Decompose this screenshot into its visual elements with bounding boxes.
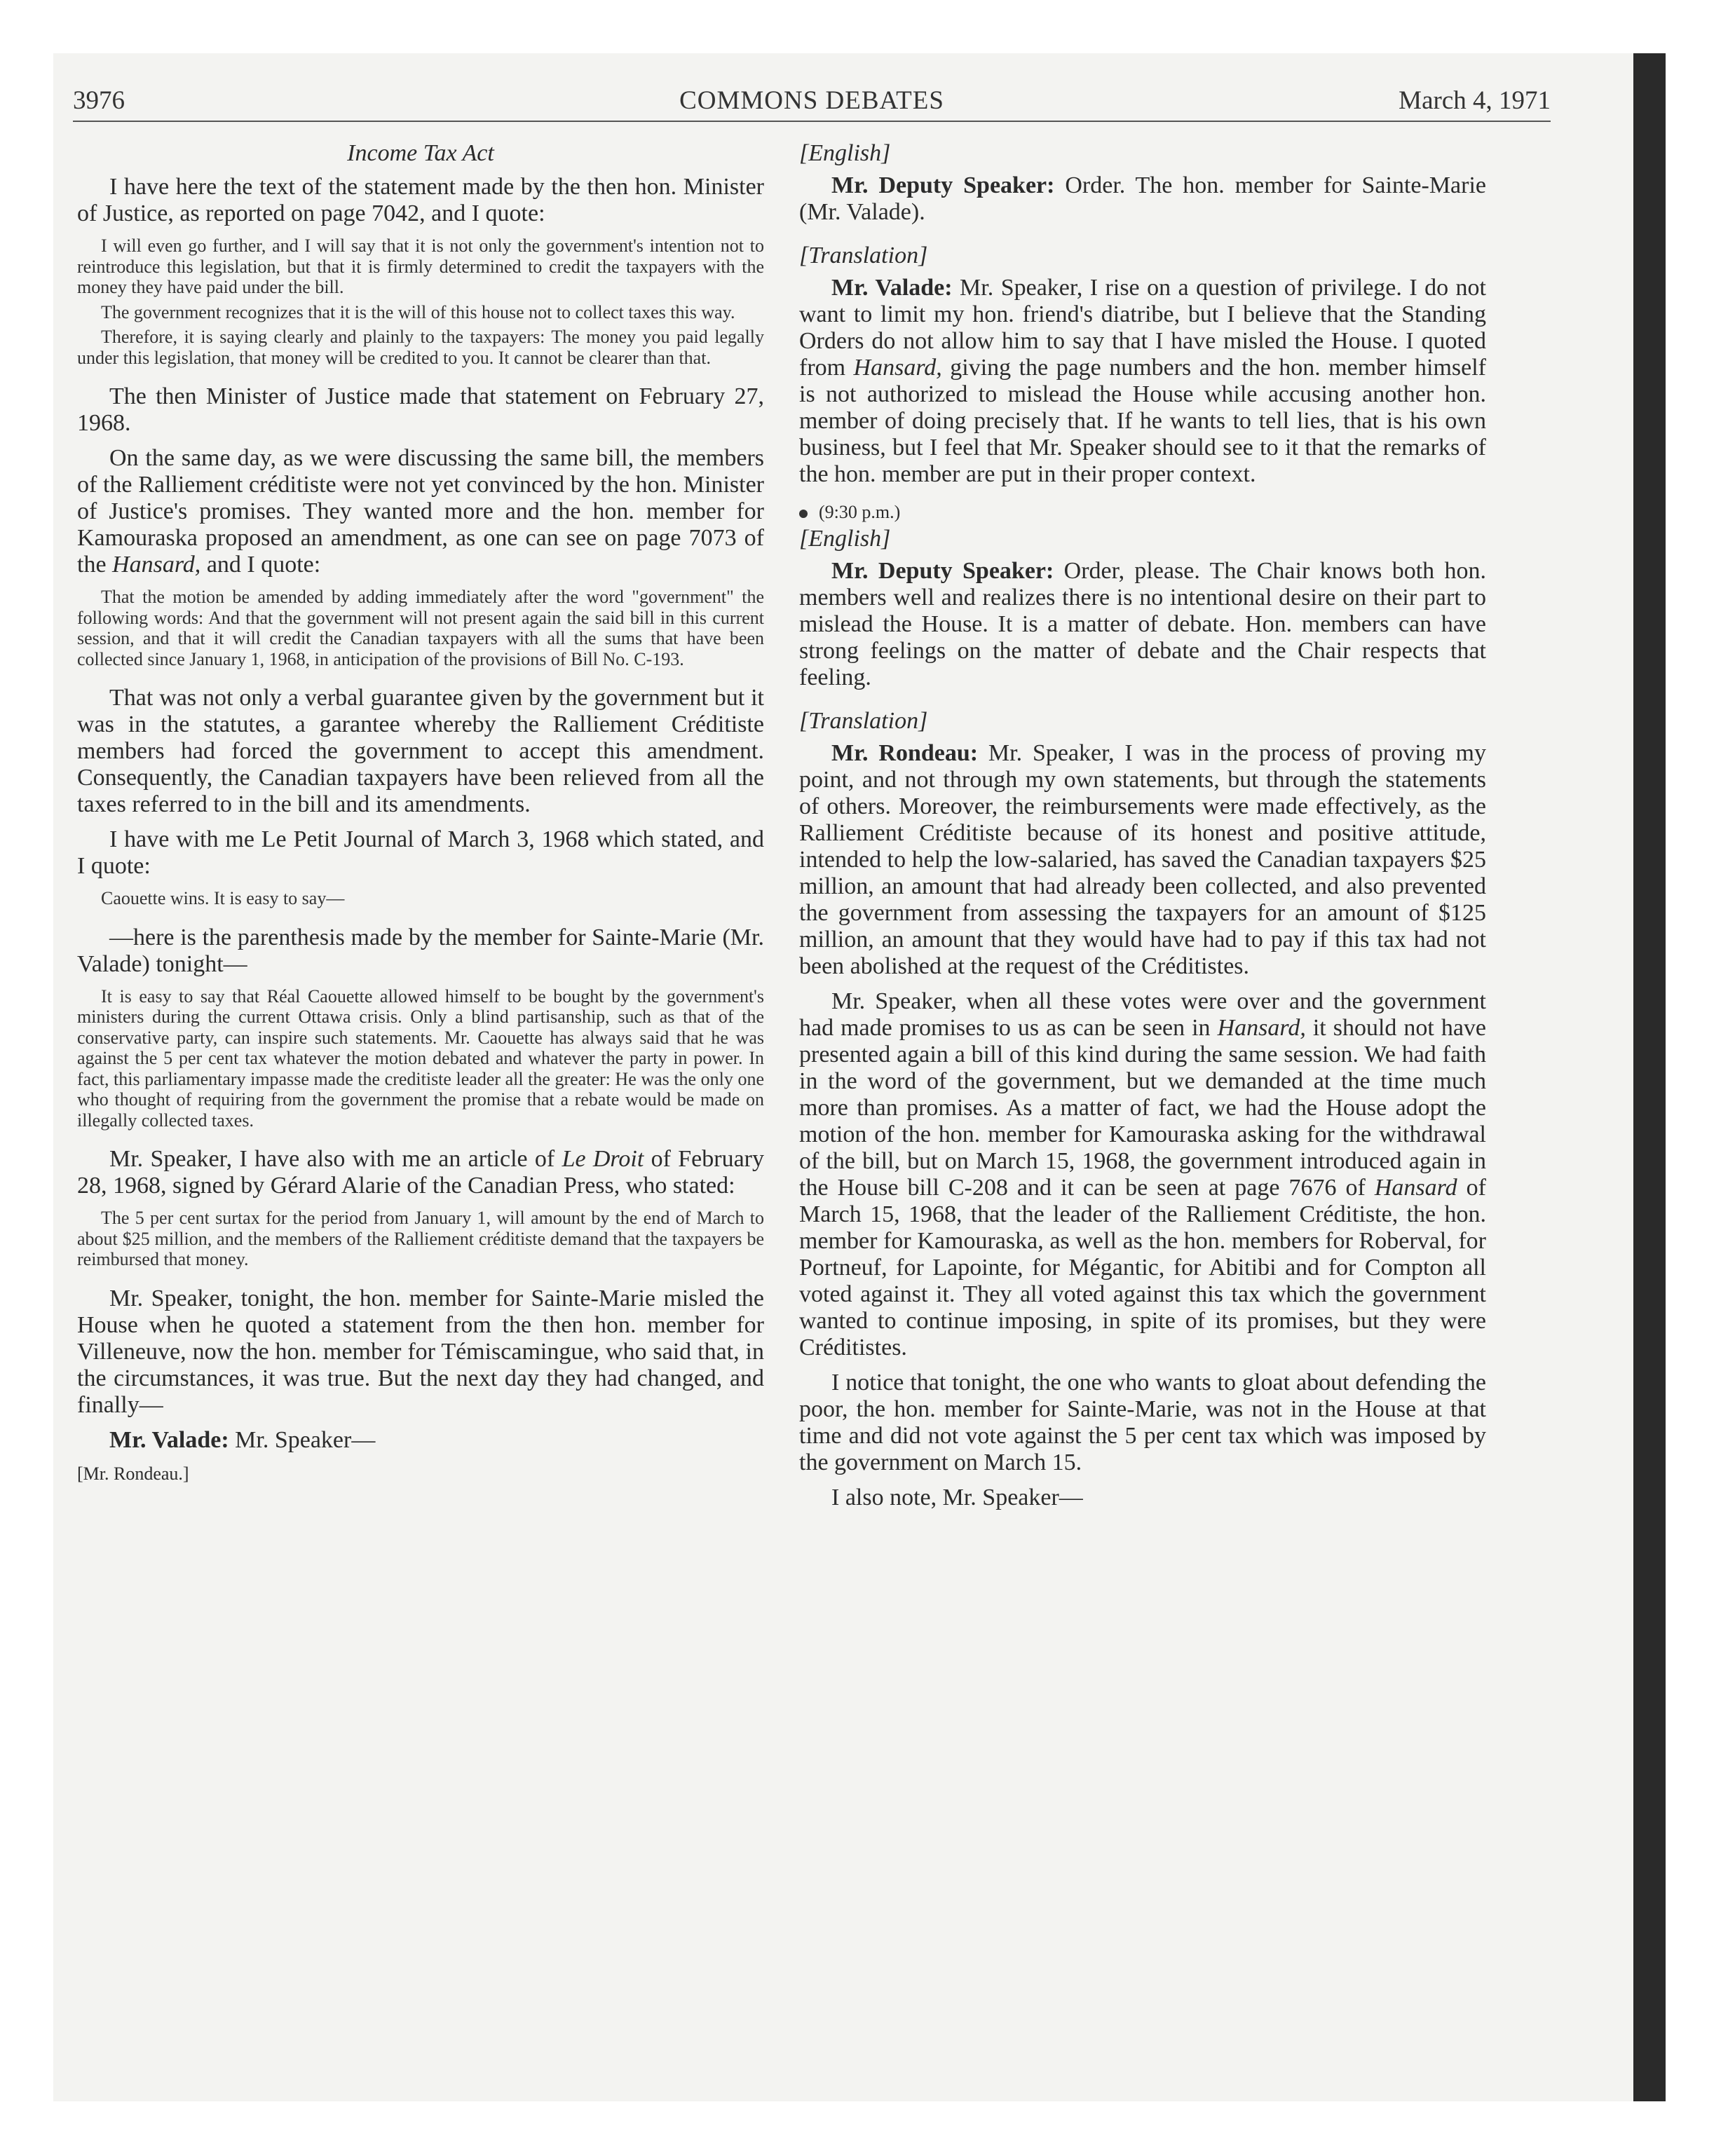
paragraph: That was not only a verbal guarantee given by the government but it was in the statutes, a garantee whereby the Ralliement Créditiste members had forced the government to accept this amendment. Consequently, the Canadian taxpayers have been relieved from all the taxes referred to in the bill and its amendments. bbox=[77, 685, 764, 817]
speaker-attribution: [Mr. Rondeau.] bbox=[77, 1463, 189, 1484]
speech bbox=[799, 740, 1486, 980]
paragraph: —here is the parenthesis made by the member for Sainte-Marie (Mr. Valade) tonight— bbox=[77, 924, 764, 977]
paragraph-text: of February 28, 1968, signed by Gérard Alarie of the Canadian Press, who stated: bbox=[77, 1146, 764, 1199]
paragraph: I have with me Le Petit Journal of March 3, 1968 which stated, and I quote: bbox=[77, 826, 764, 879]
time-marker bbox=[799, 502, 1486, 523]
page-number: 3976 bbox=[73, 86, 125, 115]
paragraph-text: it should not have presented again a bill of this kind during the same session. We had faith in the word of the government, but we demanded at the time much more than promises. As a matter of fact, we had the House adopt the motion of the hon. member for Kamouraska asking for the withdrawal of the bill, but on March 15, 1968, the government introduced again in the House bill C-208 and it can be seen at page 7676 of bbox=[799, 1015, 1486, 1201]
speech-text: Mr. Speaker, I was in the process of proving my point, and not through my own statements, but through the statements of others. Moreover, the reimbursements were made effectively, as the Ralliement Créditiste because of its honest and positive attitude, intended to help the low-salaried, has saved the Canadian taxpayers $25 million, an amount that had already been collected, and also prevented the government from assessing the taxpayers for an amount of $125 million, an amount that they would have had to pay if this tax had not been abolished at the request of the Créditistes. bbox=[799, 740, 1486, 979]
block-quote: Therefore, it is saying clearly and plainly to the taxpayers: The money you paid legally under this legislation, that money will be credited to you. It cannot be clearer than that. bbox=[77, 327, 764, 368]
right-column bbox=[799, 140, 1486, 1520]
hansard-reference: Hansard bbox=[1374, 1175, 1457, 1201]
language-label: [English] bbox=[799, 140, 891, 166]
speech bbox=[799, 172, 1486, 226]
hansard-reference: Hansard, bbox=[853, 355, 942, 381]
paragraph: I notice that tonight, the one who wants to gloat about defending the poor, the hon. member for Sainte-Marie, was not in the House at that time and did not vote against the 5 per cent tax which was imposed by the government on March 15. bbox=[799, 1370, 1486, 1475]
time-text: (9:30 p.m.) bbox=[819, 502, 901, 522]
paragraph: Mr. Speaker, tonight, the hon. member for Sainte-Marie misled the House when he quoted a statement from the then hon. member for Villeneuve, now the hon. member for Témiscamingue, who said that, in the circumstances, it was true. But the next day they had changed, and finally— bbox=[77, 1285, 764, 1418]
paragraph: I have here the text of the statement made by the then hon. Minister of Justice, as reported on page 7042, and I quote: bbox=[77, 174, 764, 226]
speaker-name: Mr. Valade: bbox=[831, 275, 953, 301]
speech bbox=[799, 558, 1486, 691]
section-heading: Income Tax Act bbox=[347, 140, 494, 166]
page-header bbox=[73, 86, 1551, 122]
speech bbox=[799, 275, 1486, 488]
publication-title: COMMONS DEBATES bbox=[679, 86, 944, 115]
paragraph-text: Mr. Speaker, when all these votes were over and the government had made promises to us as can be seen in bbox=[799, 988, 1486, 1041]
newspaper-title: Le Droit bbox=[562, 1146, 644, 1172]
bullet-icon bbox=[799, 510, 808, 518]
speaker-name: Mr. Rondeau: bbox=[831, 740, 979, 766]
paragraph bbox=[77, 445, 764, 578]
speech-text: Mr. Speaker, I rise on a question of privilege. I do not want to limit my hon. friend's diatribe, but I believe that the Standing Orders do not allow him to say that I have misled the House. I quoted from bbox=[799, 275, 1486, 381]
speech-text: Order, please. The Chair knows both hon. members well and realizes there is no intentional desire on their part to mislead the House. It is a matter of debate. Hon. members can have strong feelings on the matter of debate and the Chair respects that feeling. bbox=[799, 558, 1486, 690]
speech-text: Order. The hon. member for Sainte-Marie (Mr. Valade). bbox=[799, 172, 1486, 225]
block-quote: Caouette wins. It is easy to say— bbox=[101, 888, 345, 908]
hansard-reference: Hansard, bbox=[1217, 1015, 1306, 1041]
speaker-name: Mr. Deputy Speaker: bbox=[831, 172, 1055, 198]
paragraph-text: On the same day, as we were discussing the same bill, the members of the Ralliement créditiste were not yet convinced by the hon. Minister of Justice's promises. They wanted more and the hon. member for Kamouraska proposed an amendment, as one can see on page 7073 of the bbox=[77, 445, 764, 578]
speaker-name: Mr. Deputy Speaker: bbox=[831, 558, 1054, 584]
paragraph-text: of March 15, 1968, that the leader of the Ralliement Créditiste, the hon. member for Kamouraska, as well as the hon. members for Roberval, for Portneuf, for Lapointe, for Mégantic, for Abitibi and for Compton all voted against it. They all voted against this tax which the government wanted to continue imposing, in spite of its promises, but they were Créditistes. bbox=[799, 1175, 1486, 1360]
issue-date: March 4, 1971 bbox=[1399, 86, 1551, 115]
block-quote: The government recognizes that it is the will of this house not to collect taxes this way. bbox=[101, 301, 735, 322]
paragraph: I also note, Mr. Speaker— bbox=[831, 1485, 1083, 1510]
block-quote: That the motion be amended by adding immediately after the word "government" the following words: And that the government will not present again the said bill in this current session, and that it will credit the Canadian taxpayers with all the sums that have been collected since January 1, 1968, in anticipation of the provisions of Bill No. C-193. bbox=[77, 587, 764, 669]
block-quote: The 5 per cent surtax for the period from January 1, will amount by the end of March to about $25 million, and the members of the Ralliement créditiste demand that the taxpayers be reimbursed that money. bbox=[77, 1208, 764, 1269]
paragraph-text: and I quote: bbox=[200, 552, 321, 578]
hansard-reference: Hansard, bbox=[112, 552, 201, 578]
paragraph bbox=[799, 988, 1486, 1361]
paragraph-text: Mr. Speaker, I have also with me an article of bbox=[109, 1146, 562, 1172]
block-quote: It is easy to say that Réal Caouette allowed himself to be bought by the government's ministers during the current Ottawa crisis. Only a blind partisanship, such as that of the conservative party, can inspire such statements. Mr. Caouette has always said that he was against the 5 per cent tax whatever the motion debated and whatever the party in power. In fact, this parliamentary impasse made the creditiste leader all the greater: He was the only one who thought of requiring from the government the promise that a rebate would be made on illegally collected taxes. bbox=[77, 985, 764, 1131]
paragraph bbox=[77, 1146, 764, 1199]
block-quote: I will even go further, and I will say that it is not only the government's intention not to reintroduce this legislation, but that it is firmly determined to credit the taxpayers with the money they have paid under the bill. bbox=[77, 236, 764, 297]
left-column bbox=[77, 140, 764, 1485]
speech-text: giving the page numbers and the hon. member himself is not authorized to mislead the House while accusing another hon. member of doing precisely that. If he wants to tell lies, that is his own business, but I feel that Mr. Speaker should see to it that the remarks of the hon. member are put in their proper context. bbox=[799, 355, 1487, 487]
language-label: [Translation] bbox=[799, 243, 928, 268]
language-label: [English] bbox=[799, 526, 891, 552]
language-label: [Translation] bbox=[799, 708, 928, 734]
speaker-name: Mr. Valade: bbox=[109, 1426, 229, 1453]
speech-text: Mr. Speaker— bbox=[229, 1426, 376, 1453]
paragraph: The then Minister of Justice made that statement on February 27, 1968. bbox=[77, 383, 764, 436]
scan-edge-bar bbox=[1633, 53, 1666, 2101]
speech bbox=[77, 1427, 764, 1454]
